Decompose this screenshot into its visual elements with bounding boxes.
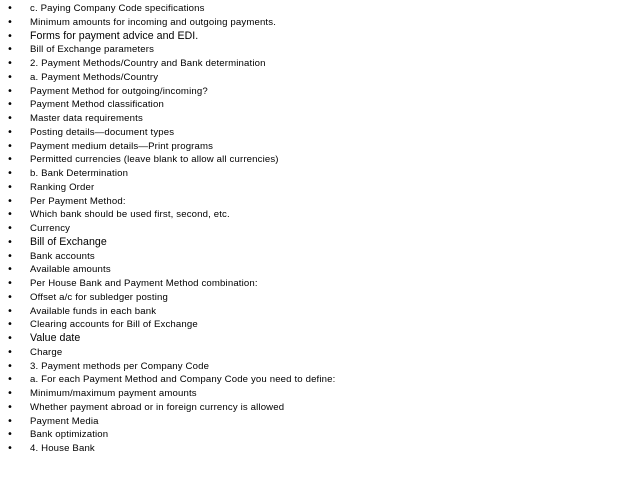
list-item [0, 305, 638, 319]
list-item-text: 2. Payment Methods/Country and Bank determination [30, 58, 266, 69]
bullet-icon: • [7, 99, 14, 111]
list-item [0, 16, 638, 30]
list-item-text: c. Paying Company Code specifications [30, 3, 205, 14]
bullet-icon: • [7, 415, 14, 427]
bullet-icon: • [7, 30, 13, 42]
list-item-text: Forms for payment advice and EDI. [30, 29, 199, 42]
bullet-icon: • [7, 319, 14, 331]
list-item-text: 4. House Bank [30, 443, 95, 454]
bullet-icon: • [7, 429, 14, 441]
list-item-text: a. For each Payment Method and Company Code you need to define: [30, 374, 336, 386]
list-item-text: Per Payment Method: [30, 195, 126, 207]
list-item-text: Posting details—document types [30, 126, 175, 138]
list-item-text: Payment Method classification [30, 99, 164, 111]
bullet-icon: • [7, 236, 13, 248]
list-item [0, 318, 638, 332]
bullet-icon: • [7, 374, 14, 386]
list-item-text: Bank optimization [30, 429, 109, 441]
bullet-icon: • [7, 44, 14, 56]
bullet-icon: • [7, 346, 14, 358]
list-item [0, 291, 638, 305]
list-item [0, 140, 638, 154]
bullet-icon: • [7, 3, 14, 14]
list-item [0, 236, 638, 250]
list-item [0, 43, 638, 57]
bullet-icon: • [7, 209, 14, 221]
list-item [0, 195, 638, 209]
bullet-icon: • [7, 223, 14, 234]
bullet-icon: • [7, 140, 14, 152]
list-item [0, 415, 638, 429]
bullet-icon: • [7, 113, 14, 124]
list-item-text: Payment medium details—Print programs [30, 140, 214, 152]
bullet-icon: • [7, 181, 14, 193]
list-item-text: a. Payment Methods/Country [30, 71, 159, 83]
list-item [0, 428, 638, 442]
list-item-text: Value date [30, 332, 81, 344]
list-item [0, 250, 638, 264]
list-item [0, 360, 638, 374]
list-item-text: Clearing accounts for Bill of Exchange [30, 319, 198, 331]
list-item [0, 2, 638, 16]
list-item [0, 263, 638, 277]
list-item [0, 112, 638, 126]
list-item-text: Payment Method for outgoing/incoming? [30, 85, 208, 97]
list-item [0, 71, 638, 85]
list-item-text: Payment Media [30, 415, 99, 427]
list-item [0, 30, 638, 44]
bullet-icon: • [7, 16, 14, 28]
list-item-text: Offset a/c for subledger posting [30, 291, 168, 303]
list-item-text: Minimum/maximum payment amounts [30, 388, 197, 399]
bullet-icon: • [7, 305, 14, 317]
bullet-icon: • [7, 85, 14, 97]
list-item-text: Available funds in each bank [30, 305, 157, 317]
bullet-icon: • [7, 443, 14, 454]
bullet-icon: • [7, 291, 14, 303]
list-item-text: Whether payment abroad or in foreign currency is allowed [30, 401, 285, 413]
bullet-icon: • [7, 250, 14, 262]
bullet-icon: • [7, 168, 14, 179]
list-item [0, 126, 638, 140]
list-item-text: Per House Bank and Payment Method combination: [30, 278, 258, 289]
bullet-icon: • [7, 264, 14, 276]
list-item [0, 153, 638, 167]
list-item [0, 85, 638, 99]
bullet-icon: • [7, 360, 14, 372]
bullet-icon: • [7, 333, 13, 344]
list-item [0, 57, 638, 71]
list-item [0, 332, 638, 346]
bullet-icon: • [7, 154, 14, 166]
bullet-icon: • [7, 58, 14, 69]
list-item-text: Currency [30, 223, 71, 234]
list-item-text: Bill of Exchange [30, 235, 107, 248]
list-item [0, 387, 638, 401]
list-item-text: Available amounts [30, 264, 111, 276]
list-item [0, 98, 638, 112]
list-item [0, 277, 638, 291]
list-item-text: b. Bank Determination [30, 168, 129, 179]
bullet-icon: • [7, 195, 14, 207]
list-item-text: Ranking Order [30, 181, 95, 193]
list-item [0, 208, 638, 222]
list-item [0, 346, 638, 360]
list-item [0, 222, 638, 236]
list-item-text: 3. Payment methods per Company Code [30, 360, 210, 372]
list-item-text: Permitted currencies (leave blank to allow all currencies) [30, 154, 279, 166]
list-item-text: Which bank should be used first, second, etc. [30, 209, 230, 221]
bullet-icon: • [7, 71, 14, 83]
list-item [0, 401, 638, 415]
list-item [0, 373, 638, 387]
list-item-text: Master data requirements [30, 113, 143, 124]
list-item-text: Bank accounts [30, 250, 95, 262]
list-item-text: Minimum amounts for incoming and outgoing payments. [30, 16, 277, 28]
list-item-text: Charge [30, 346, 63, 358]
bullet-icon: • [7, 388, 14, 399]
list-item [0, 442, 638, 456]
bullet-list [0, 2, 638, 456]
list-item [0, 167, 638, 181]
list-item-text: Bill of Exchange parameters [30, 44, 155, 56]
bullet-icon: • [7, 401, 14, 413]
bullet-icon: • [7, 126, 14, 138]
bullet-icon: • [7, 278, 14, 289]
list-item [0, 181, 638, 195]
